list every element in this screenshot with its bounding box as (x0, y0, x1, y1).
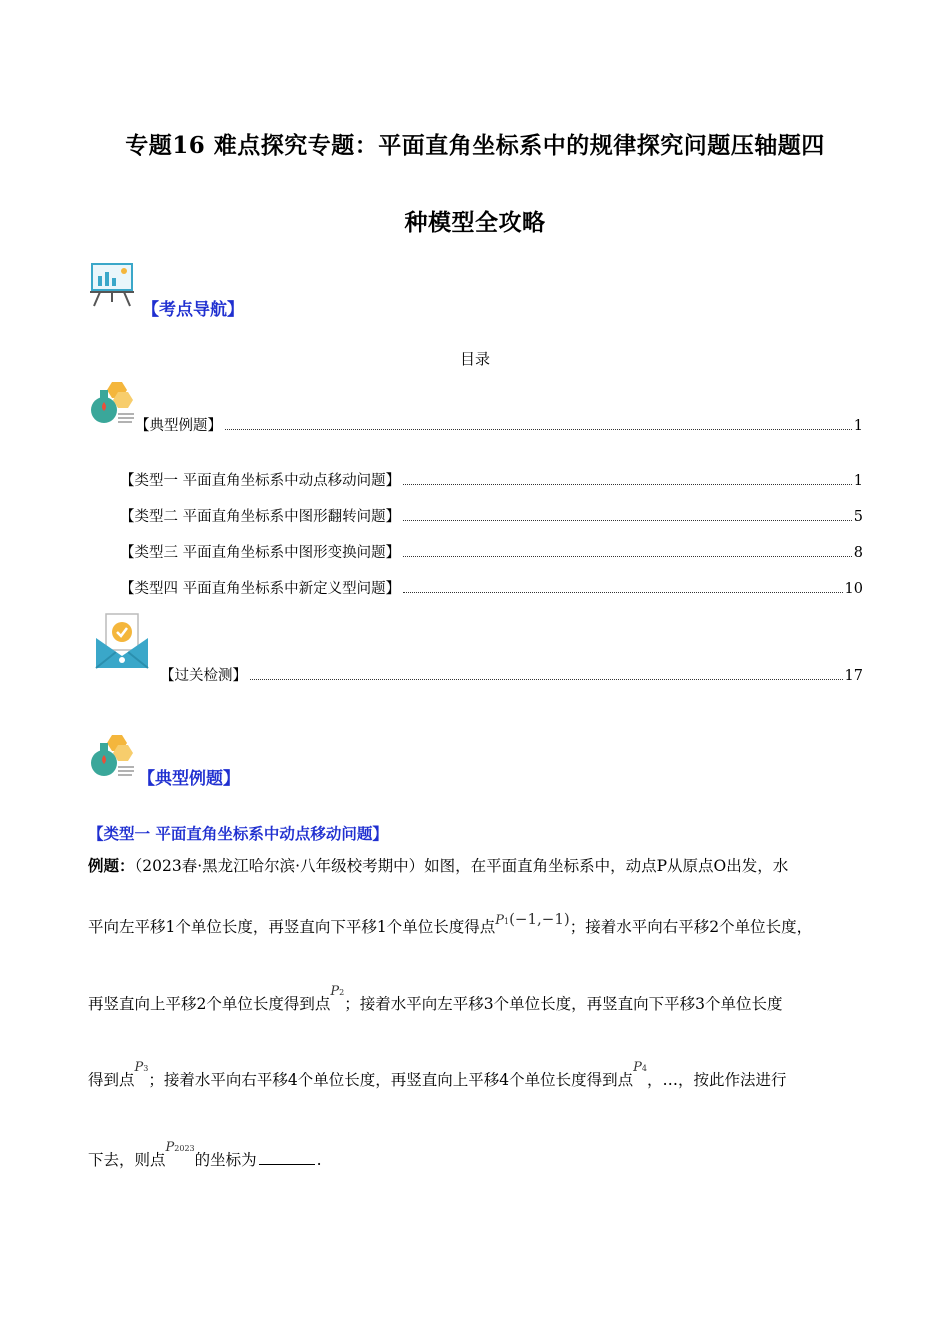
example-line-2 (88, 910, 813, 936)
point-p1: P1(−1,−1) (495, 910, 570, 928)
toc-entry-page: 10 (844, 581, 863, 597)
envelope-check-icon (94, 612, 150, 670)
toc-entry-page: 1 (853, 473, 863, 489)
point-p3: P3 (134, 1060, 149, 1075)
toc-entry-label: 【类型二 平面直角坐标系中图形翻转问题】 (120, 509, 401, 525)
section-heading: 【典型例题】 (138, 769, 240, 789)
example-text: . (316, 1151, 322, 1169)
toc-entry-label: 【过关检测】 (160, 668, 247, 684)
toc-leader-dots (403, 483, 852, 485)
toc-entry-page: 1 (853, 418, 863, 434)
example-lead: 例题： (88, 856, 135, 875)
nav-heading: 【考点导航】 (142, 300, 244, 320)
example-line-1 (88, 858, 788, 875)
document-title-line1: 专题16 难点探究专题：平面直角坐标系中的规律探究问题压轴题四 (125, 132, 825, 159)
toc-leader-dots (250, 678, 843, 680)
example-text: 的坐标为 (194, 1151, 257, 1169)
toc-entry[interactable] (160, 664, 863, 685)
example-text: 再竖直向上平移2个单位长度得到点 (88, 995, 331, 1013)
toc-leader-dots (403, 591, 842, 593)
toc-entry[interactable] (135, 414, 863, 435)
presentation-board-icon (88, 262, 136, 308)
toc-entry[interactable] (120, 505, 863, 526)
example-text: ；接着水平向右平移2个单位长度， (569, 918, 813, 936)
toc-entry[interactable] (120, 577, 863, 598)
toc-entry-label: 【类型四 平面直角坐标系中新定义型问题】 (120, 581, 401, 597)
toc-entry-label: 【类型三 平面直角坐标系中图形变换问题】 (120, 545, 401, 561)
document-title-line2: 种模型全攻略 (404, 209, 546, 236)
example-text: ；接着水平向左平移3个单位长度，再竖直向下平移3个单位长度 (344, 995, 783, 1013)
toc-leader-dots (403, 519, 852, 521)
example-line-3 (88, 984, 783, 1013)
toc-entry-page: 8 (853, 545, 863, 561)
flask-icon (88, 733, 136, 779)
example-text: ，…，按此作法进行 (646, 1071, 787, 1089)
toc-entry[interactable] (120, 541, 863, 562)
toc-entry-page: 5 (853, 509, 863, 525)
point-p4: P4 (633, 1060, 647, 1075)
toc-entry-page: 17 (844, 668, 863, 684)
toc-leader-dots (225, 428, 852, 430)
toc-entry-label: 【典型例题】 (135, 418, 222, 434)
example-line-4 (88, 1060, 787, 1089)
toc-heading: 目录 (459, 350, 490, 368)
answer-blank[interactable] (259, 1150, 315, 1165)
point-p2023: P2023 (165, 1140, 195, 1155)
toc-leader-dots (403, 555, 852, 557)
toc-entry-label: 【类型一 平面直角坐标系中动点移动问题】 (120, 473, 401, 489)
flask-icon (88, 380, 136, 426)
example-text: ；接着水平向右平移4个单位长度，再竖直向上平移4个单位长度得到点 (148, 1071, 634, 1089)
toc-entry[interactable] (120, 469, 863, 490)
example-text: 平向左平移1个单位长度，再竖直向下平移1个单位长度得点 (88, 918, 496, 936)
point-p2: P2 (330, 984, 345, 999)
example-text: （2023春·黑龙江哈尔滨·八年级校考期中）如图，在平面直角坐标系中，动点P从原点O出发，水 (134, 857, 789, 875)
example-line-5 (88, 1140, 322, 1169)
type1-heading: 【类型一 平面直角坐标系中动点移动问题】 (88, 824, 388, 843)
example-text: 下去，则点 (88, 1151, 166, 1169)
example-text: 得到点 (88, 1071, 135, 1089)
